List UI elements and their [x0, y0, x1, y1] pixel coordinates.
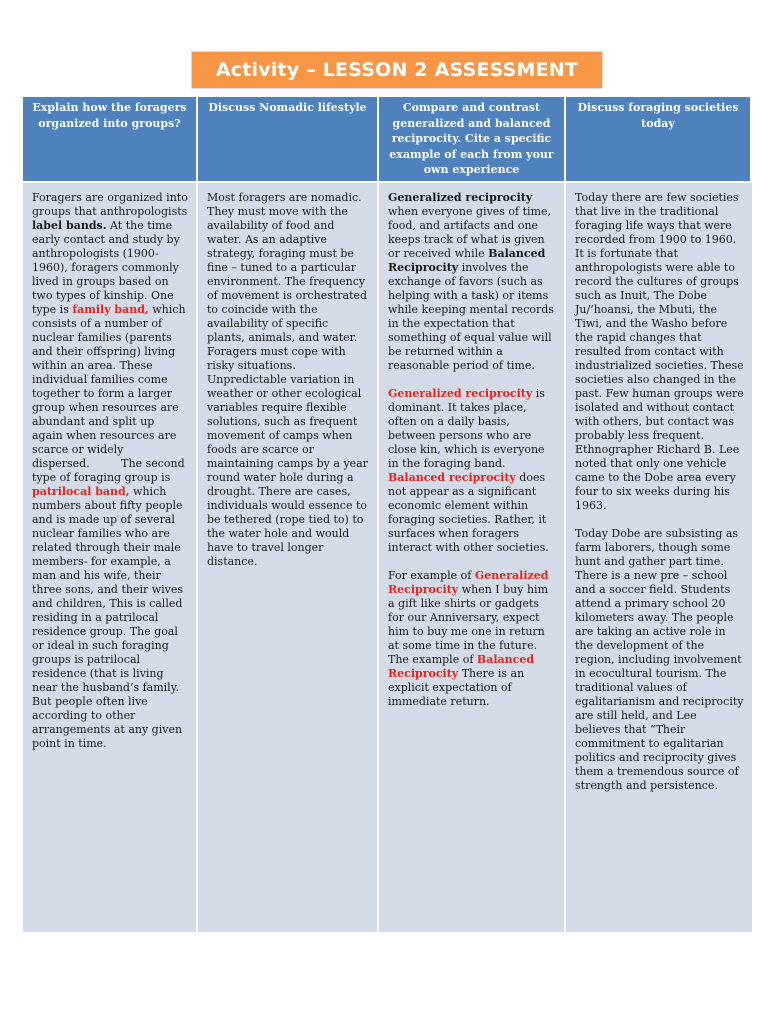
activity-title-banner: [191, 51, 603, 89]
highlighted-term: Balanced Reciprocity: [388, 653, 535, 680]
cell-paragraph: [388, 191, 556, 373]
highlighted-term: Generalized Reciprocity: [388, 569, 549, 596]
text-run: which numbers about fifty people and is made up of several nuclear families who are related through their male members- for example, a man and his wife, their three sons, and their wives and children, This is called residing in a patrilocal residence group. The goal or ideal in such foraging groups is patrilocal residence (that is living near the husband’s family. But people often live according to other arrangements at any given point in time.: [32, 485, 184, 750]
header-cell-organization: Explain how the foragers organized into groups?: [23, 97, 198, 181]
cell-paragraph: [575, 527, 744, 793]
text-run: For example of: [388, 569, 475, 582]
text-run: which consists of a number of nuclear families (parents and their offspring) living within an area. These individual families come together to form a larger group when resources are abundant and split up again when resources are scarce or widely dispersed. The second type of foraging group is: [32, 303, 186, 484]
highlighted-term: patrilocal band,: [32, 485, 130, 498]
body-cell-reciprocity: [379, 181, 566, 932]
bold-term: Generalized reciprocity: [388, 191, 533, 204]
text-run: Today there are few societies that live in the traditional foraging life ways that were recorded from 1900 to 1960. It is fortunate that anthropologists were able to record the cultures of groups such as Inuit, The Dobe Ju/’hoansi, the Mbuti, the Tiwi, and the Washo before the rapid changes that resulted from contact with industrialized societies. These societies also changed in the past. Few human groups were isolated and without contact with others, but contact was probably less frequent. Ethnographer Richard B. Lee noted that only one vehicle came to the Dobe area every four to six weeks during his 1963.: [575, 191, 744, 512]
body-cell-societies-today: [566, 181, 752, 932]
bold-term: label bands.: [32, 219, 107, 232]
assessment-table: [23, 97, 752, 932]
body-cell-nomadic: [198, 181, 379, 932]
header-cell-nomadic: Discuss Nomadic lifestyle: [198, 97, 379, 181]
text-run: when I buy him a gift like shirts or gadgets for our Anniversary, expect him to buy me one in return at some time in the future. The example of: [388, 583, 549, 666]
text-run: involves the exchange of favors (such as helping with a task) or items while keeping mental records in the expectation that something of equal value will be returned within a reasonable period of time.: [388, 261, 554, 372]
cell-paragraph: [207, 191, 369, 569]
highlighted-term: Balanced reciprocity: [388, 471, 516, 484]
cell-paragraph: [575, 191, 744, 513]
text-run: Most foragers are nomadic. They must move with the availability of food and water. As an adaptive strategy, foraging must be fine – tuned to a particular environment. The frequency of movement is orchestrated to coincide with the availability of specific plants, animals, and water. Foragers must cope with risky situations. Unpredictable variation in weather or other ecological variables require flexible solutions, such as frequent movement of camps when foods are scarce or maintaining camps by a year round water hole during a drought. There are cases, individuals would essence to be tethered (rope tied to) to the water hole and would have to travel longer distance.: [207, 191, 368, 568]
text-run: when everyone gives of time, food, and artifacts and one keeps track of what is given or received while: [388, 205, 552, 260]
cell-paragraph: [388, 569, 556, 709]
text-run: does not appear as a significant economic element within foraging societies. Rather, it surfaces when foragers interact with other societies.: [388, 471, 549, 554]
cell-paragraph: [388, 387, 556, 555]
header-cell-societies-today: Discuss foraging societies today: [566, 97, 752, 181]
page-title: Activity – LESSON 2 ASSESSMENT: [215, 59, 579, 81]
text-run: There is an explicit expectation of immediate return.: [388, 667, 525, 708]
cell-paragraph: [32, 191, 188, 751]
text-run: Foragers are organized into groups that anthropologists: [32, 191, 188, 218]
text-run: is dominant. It takes place, often on a daily basis, between persons who are close kin, which is everyone in the foraging band.: [388, 387, 545, 470]
highlighted-term: family band,: [72, 303, 149, 316]
text-run: At the time early contact and study by anthropologists (1900-1960), foragers commonly lived in groups based on two types of kinship. One type is: [32, 219, 180, 316]
text-run: Today Dobe are subsisting as farm laborers, though some hunt and gather part time. There is a new pre – school and a soccer field. Students attend a primary school 20 kilometers away. The people are taking an active role in the development of the region, including involvement in ecocultural tourism. The traditional values of egalitarianism and reciprocity are still held, and Lee believes that “Their commitment to egalitarian politics and reciprocity gives them a tremendous source of strength and persistence.: [575, 527, 744, 792]
highlighted-term: Generalized reciprocity: [388, 387, 533, 400]
body-cell-organization: [23, 181, 198, 932]
bold-term: Balanced Reciprocity: [388, 247, 546, 274]
header-cell-reciprocity: Compare and contrast generalized and balanced reciprocity. Cite a specific example of each from your own experience: [379, 97, 566, 181]
